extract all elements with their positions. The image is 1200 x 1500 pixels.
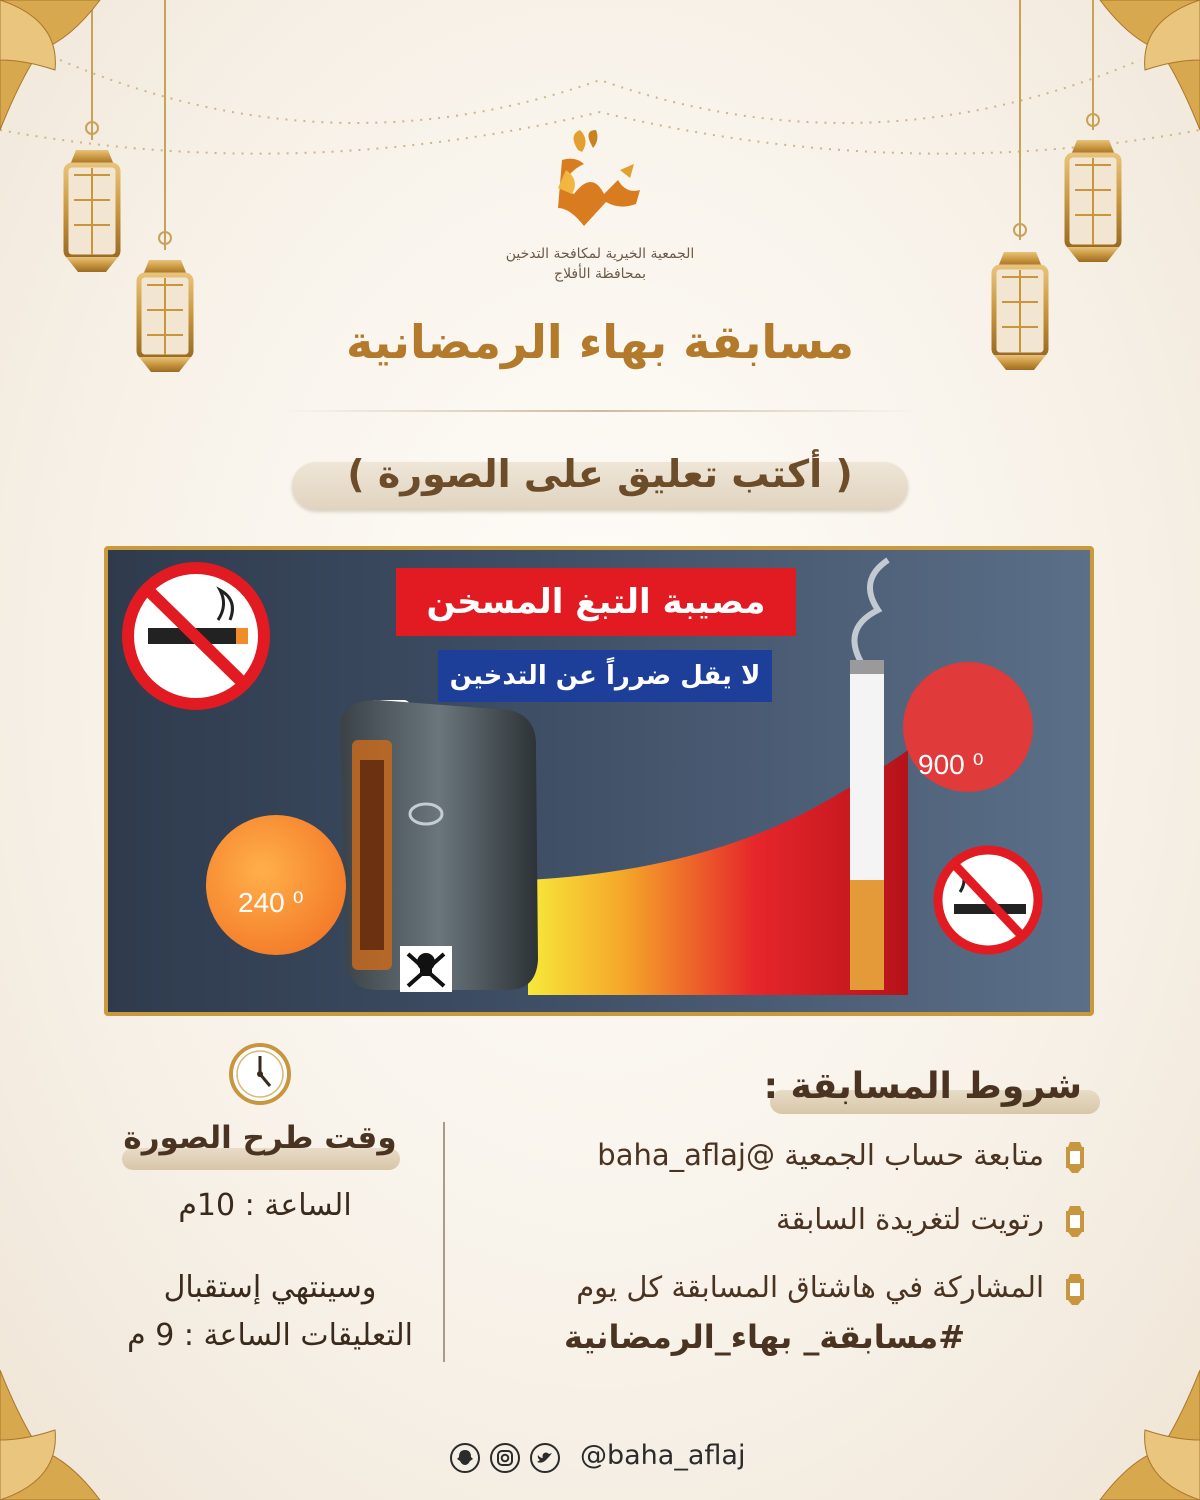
subtitle: ( أكتب تعليق على الصورة ): [347, 452, 853, 496]
logo-org-location: بمحافظة الأفلاج: [554, 266, 646, 282]
device-temp-badge: [206, 815, 346, 955]
corner-flower-ornament: [1080, 1360, 1200, 1500]
cigarette-illustration: [850, 560, 888, 990]
clock-icon: [228, 1042, 292, 1106]
instagram-icon[interactable]: [490, 1443, 520, 1473]
condition-follow: متابعة حساب الجمعية @baha_aflaj: [597, 1138, 1044, 1172]
infographic-headline: مصيبة التبغ المسخن: [396, 568, 796, 636]
snapchat-icon[interactable]: [450, 1443, 480, 1473]
infographic-subheadline: لا يقل ضرراً عن التدخين: [438, 650, 772, 702]
condition-hashtag: المشاركة في هاشتاق المسابقة كل يوم: [576, 1270, 1044, 1304]
social-footer: [450, 1440, 780, 1480]
logo-org-name: الجمعية الخيرية لمكافحة التدخين: [505, 246, 695, 262]
condition-retweet: رتويت لتغريدة السابقة: [776, 1202, 1044, 1236]
heated-tobacco-infographic: [104, 546, 1094, 1016]
title-divider: [280, 410, 920, 412]
device-temp-value: 240 ⁰: [238, 887, 304, 918]
hashtag-text: #مسابقة_ بهاء_الرمضانية: [563, 1318, 965, 1356]
heated-tobacco-device: [340, 700, 538, 992]
lantern-bullet-icon: [1062, 1204, 1088, 1238]
schedule-end-line2: التعليقات الساعة : 9 م: [127, 1318, 413, 1353]
lantern-bullet-icon: [1062, 1140, 1088, 1174]
no-smoking-icon: [128, 568, 264, 704]
corner-flower-ornament: [0, 1360, 110, 1500]
twitter-icon[interactable]: [530, 1443, 560, 1473]
schedule-start-time: الساعة : 10م: [178, 1188, 352, 1223]
page-title: مسابقة بهاء الرمضانية: [346, 315, 854, 369]
lantern-bullet-icon: [1062, 1272, 1088, 1306]
cigarette-temp-value: 900 ⁰: [918, 749, 984, 780]
schedule-title: وقت طرح الصورة: [123, 1120, 397, 1156]
schedule-end-line1: وسينتهي إستقبال: [163, 1270, 377, 1305]
no-smoking-icon: [938, 850, 1038, 950]
conditions-title: شروط المسابقة :: [763, 1066, 1082, 1107]
corner-flower-ornament: [1080, 0, 1200, 140]
corner-flower-ornament: [0, 0, 110, 140]
footer-handle[interactable]: @baha_aflaj: [580, 1440, 746, 1471]
